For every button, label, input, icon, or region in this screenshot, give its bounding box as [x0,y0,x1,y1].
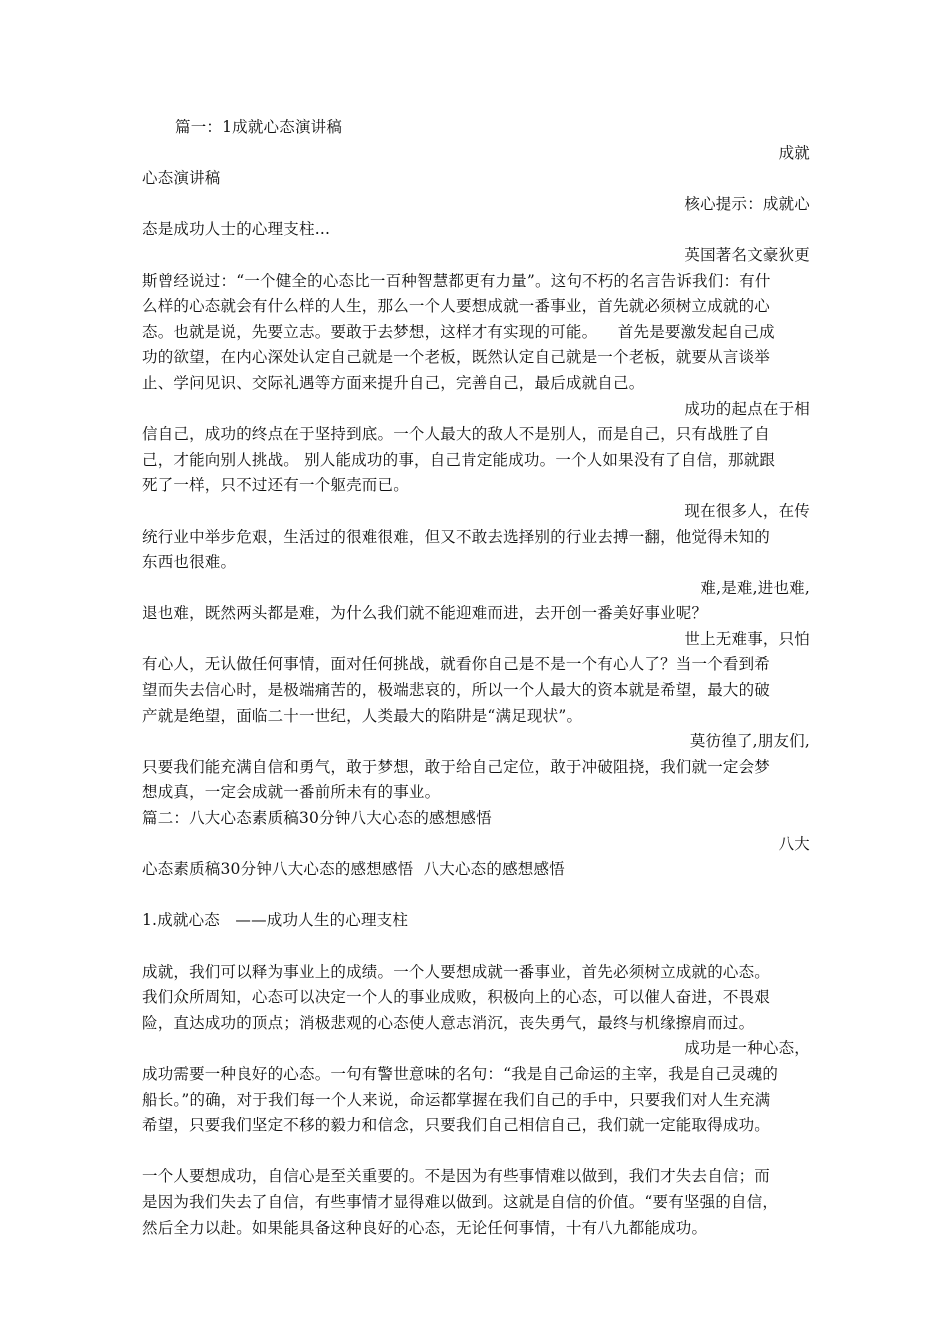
p9-line: 然后全力以赴。如果能具备这种良好的心态，无论任何事情，十有八九都能成功。 [142,1218,708,1237]
p3-right: 现在很多人，在传 [684,501,810,520]
p3-line: 统行业中举步危艰，生活过的很难很难，但又不敢去选择别的行业去搏一翻，他觉得未知的 [142,527,771,546]
title2-right: 八大 [778,834,810,853]
document-page [142,115,810,1241]
p6-line: 想成真，一定会成就一番前所未有的事业。 [142,783,441,802]
p5-line: 产就是绝望，面临二十一世纪，人类最大的陷阱是“满足现状”。 [142,706,583,725]
p8-line: 成功需要一种良好的心态。一句有警世意味的名句：“我是自己命运的主宰，我是自己灵魂的 [142,1064,779,1083]
hint-left: 态是成功人士的心理支柱... [142,220,331,239]
title1-right: 成就 [778,143,810,162]
p7-line: 险，直达成功的顶点；消极悲观的心态使人意志消沉，丧失勇气，最终与机缘擦肩而过。 [142,1013,755,1032]
p7-line: 成就，我们可以释为事业上的成绩。一个人要想成就一番事业，首先必须树立成就的心态。 [142,962,771,981]
p2-line: 己，才能向别人挑战。 别人能成功的事，自己肯定能成功。一个人如果没有了自信，那就跟 [142,450,776,469]
p4-right: 难,是难,进也难, [700,578,810,597]
p9-line: 一个人要想成功，自信心是至关重要的。不是因为有些事情难以做到，我们才失去自信；而 [142,1167,771,1186]
hint-right: 核心提示：成就心 [684,194,810,213]
p5-line: 有心人，无认做任何事情，面对任何挑战，就看你自己是不是一个有心人了？当一个看到希 [142,655,771,674]
p1-line: 么样的心态就会有什么样的人生，那么一个人要想成就一番事业，首先就必须树立成就的心 [142,297,771,316]
p8-line: 希望，只要我们坚定不移的毅力和信念，只要我们自己相信自己，我们就一定能取得成功。 [142,1116,771,1135]
heading-part1: 篇一：1成就心态演讲稿 [175,118,343,136]
p4-line: 退也难，既然两头都是难，为什么我们就不能迎难而进，去开创一番美好事业呢？ [142,604,708,623]
p5-line: 望而失去信心时，是极端痛苦的，极端悲哀的，所以一个人最大的资本就是希望，最大的破 [142,681,771,700]
p7-line: 我们众所周知，心态可以决定一个人的事业成败，积极向上的心态，可以催人奋进，不畏艰 [142,988,771,1007]
p9-line: 是因为我们失去了自信，有些事情才显得难以做到。这就是自信的价值。“要有坚强的自信， [142,1192,779,1211]
p1-line: 态。也就是说，先要立志。要敢于去梦想，这样才有实现的可能。 首先是要激发起自己成 [142,322,775,341]
p1-line: 斯曾经说过：“一个健全的心态比一百种智慧都更有力量”。这句不朽的名言告诉我们：有什 [142,271,771,290]
heading-part2: 篇二：八大心态素质稿30分钟八大心态的感想感悟 [142,809,492,828]
p1-right: 英国著名文豪狄更 [684,245,810,264]
title2-left: 心态素质稿30分钟八大心态的感想感悟 八大心态的感想感悟 [142,860,565,879]
blank-line [142,934,810,960]
p1-line: 止、学问见识、交际礼遇等方面来提升自己，完善自己，最后成就自己。 [142,373,645,392]
p2-line: 信自己，成功的终点在于坚持到底。一个人最大的敌人不是别人，而是自己，只有战胜了自 [142,425,771,444]
p6-right: 莫彷徨了,朋友们, [689,732,810,751]
p8-line: 船长。”的确，对于我们每一个人来说，命运都掌握在我们自己的手中，只要我们对人生充满 [142,1090,771,1109]
blank-line [142,1139,810,1165]
blank-line [142,883,810,909]
p6-line: 只要我们能充满自信和勇气，敢于梦想，敢于给自己定位，敢于冲破阻挠，我们就一定会梦 [142,757,771,776]
title1-left: 心态演讲稿 [142,169,221,188]
section-heading: 1.成就心态 ——成功人生的心理支柱 [142,911,409,930]
p3-line: 东西也很难。 [142,553,237,572]
p5-right: 世上无难事，只怕 [684,629,810,648]
p1-line: 功的欲望，在内心深处认定自己就是一个老板，既然认定自己就是一个老板，就要从言谈举 [142,348,771,367]
p2-right: 成功的起点在于相 [684,399,810,418]
p2-line: 死了一样，只不过还有一个躯壳而已。 [142,476,409,495]
p8-right: 成功是一种心态， [684,1039,810,1058]
